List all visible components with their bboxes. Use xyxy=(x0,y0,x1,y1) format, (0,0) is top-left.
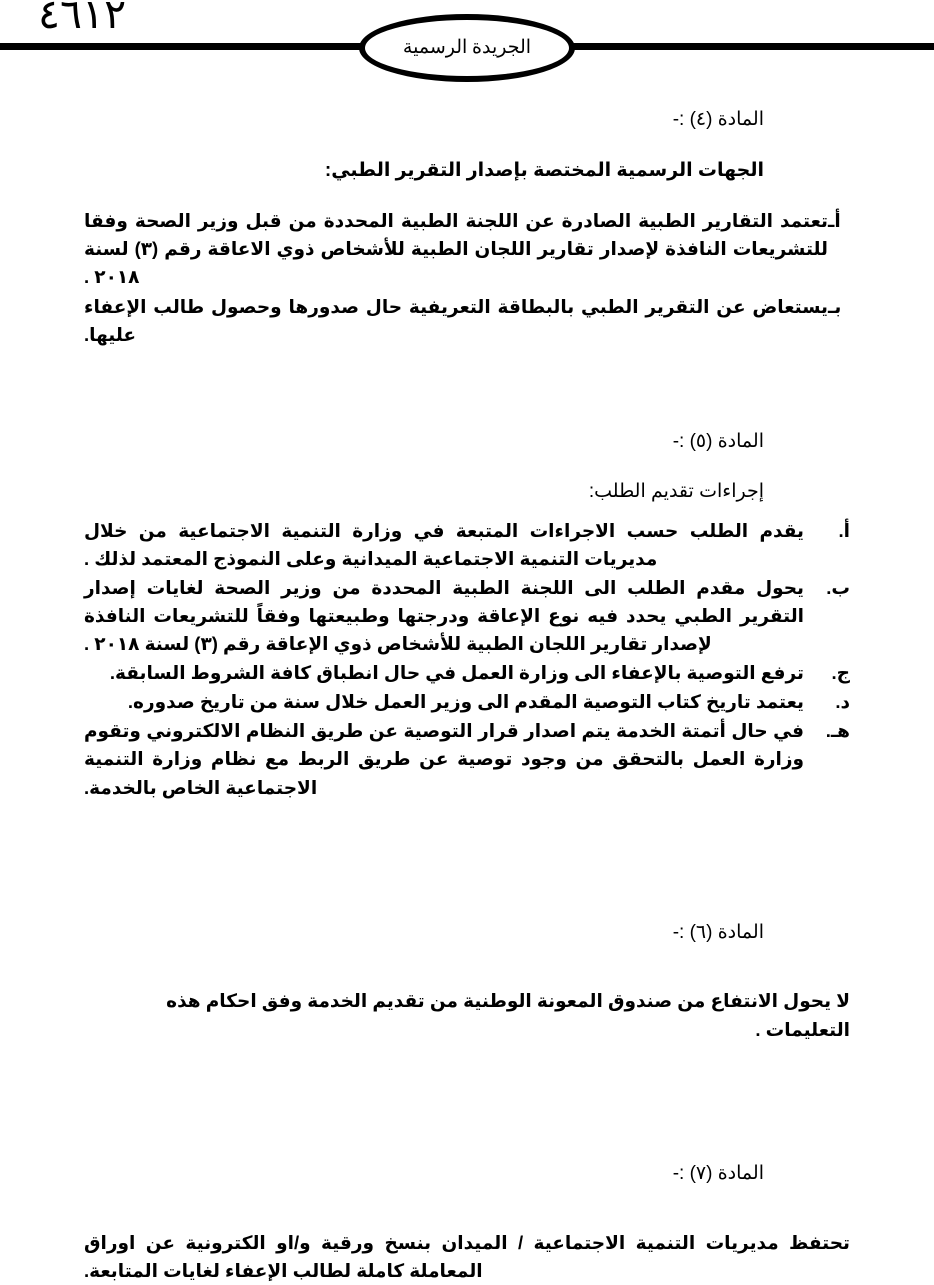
article-4-item xyxy=(84,207,850,291)
list-item-text: يحول مقدم الطلب الى اللجنة الطبية المحددة من وزير الصحة لغايات إصدار التقرير الطبي يحدد فيه نوع الإعاقة ودرجتها وطبيعتها وفقاً للتشريعات النافذة لإصدار تقارير اللجان الطبية للأشخاص ذوي الإعاقة رقم (٣) لسنة ٢٠١٨ . xyxy=(84,576,804,654)
spacer xyxy=(84,879,850,919)
article-5-item xyxy=(84,688,850,716)
list-item-text: تعتمد التقارير الطبية الصادرة عن اللجنة الطبية المحددة من قبل وزير الصحة وفقا للتشريعات النافذة لإصدار تقارير اللجان الطبية للأشخاص ذوي الاعاقة رقم (٣) لسنة ٢٠١٨ . xyxy=(84,210,829,288)
list-item-text: ترفع التوصية بالإعفاء الى وزارة العمل في حال انطباق كافة الشروط السابقة. xyxy=(109,662,804,684)
article-6-heading: المادة (٦) :- xyxy=(672,921,764,943)
gazette-title-label: الجريدة الرسمية xyxy=(402,36,532,58)
spacer xyxy=(84,1044,850,1120)
list-marker: ب. xyxy=(826,576,850,598)
article-5-item xyxy=(84,659,850,687)
page-number: ٤٦١٢ xyxy=(38,0,127,37)
article-4-heading: المادة (٤) :- xyxy=(672,109,764,130)
list-item-text: يقدم الطلب حسب الاجراءات المتبعة في وزارة التنمية الاجتماعية من خلال مديريات التنمية الاجتماعية الميدانية وعلى النموذج المعتمد لذلك . xyxy=(84,519,804,569)
spacer xyxy=(84,352,850,428)
page-header xyxy=(0,0,934,96)
article-4-subtitle: الجهات الرسمية المختصة بإصدار التقرير الطبي: xyxy=(324,159,764,181)
article-4-item-list xyxy=(84,207,850,350)
article-7-body: تحتفظ مديريات التنمية الاجتماعية / الميدان بنسخ ورقية و/او الكترونية عن اوراق المعاملة كاملة لطالب الإعفاء لغايات المتابعة. xyxy=(84,1231,850,1282)
spacer xyxy=(84,135,850,157)
list-item-text: يستعاض عن التقرير الطبي بالبطاقة التعريفية حال صدورها وحصول طالب الإعفاء عليها. xyxy=(84,296,828,346)
list-marker: أ. xyxy=(838,519,850,541)
spacer xyxy=(84,947,850,987)
list-item-text: يعتمد تاريخ كتاب التوصية المقدم الى وزير العمل خلال سنة من تاريخ صدوره. xyxy=(127,691,804,713)
list-marker: ج. xyxy=(831,662,850,684)
list-marker: بـ xyxy=(828,296,842,318)
spacer xyxy=(84,96,850,106)
document-body xyxy=(0,96,934,1285)
spacer xyxy=(84,185,850,207)
article-5-item-list xyxy=(84,517,850,802)
spacer xyxy=(84,803,850,879)
article-5-heading: المادة (٥) :- xyxy=(672,430,764,452)
gazette-oval-badge xyxy=(359,14,575,82)
article-5-item xyxy=(84,717,850,801)
spacer xyxy=(84,1189,850,1229)
list-marker: د. xyxy=(835,691,850,713)
article-5-subtitle: إجراءات تقديم الطلب: xyxy=(588,481,764,503)
list-item-text: في حال أتمتة الخدمة يتم اصدار قرار التوصية عن طريق النظام الالكتروني وتقوم وزارة العمل بالتحقق من وجود توصية عن طريق الربط مع نظام وزارة التنمية الاجتماعية الخاص بالخدمة. xyxy=(84,720,804,798)
article-5-item xyxy=(84,574,850,658)
article-6-body: لا يحول الانتفاع من صندوق المعونة الوطنية من تقديم الخدمة وفق احكام هذه التعليمات . xyxy=(166,990,850,1040)
list-marker: أـ xyxy=(828,210,841,231)
article-4-item xyxy=(84,293,850,349)
list-marker: هـ. xyxy=(825,720,850,742)
article-5-item xyxy=(84,517,850,573)
article-7-heading: المادة (٧) :- xyxy=(672,1163,764,1185)
spacer xyxy=(84,456,850,478)
spacer xyxy=(84,507,850,517)
spacer xyxy=(84,1120,850,1160)
